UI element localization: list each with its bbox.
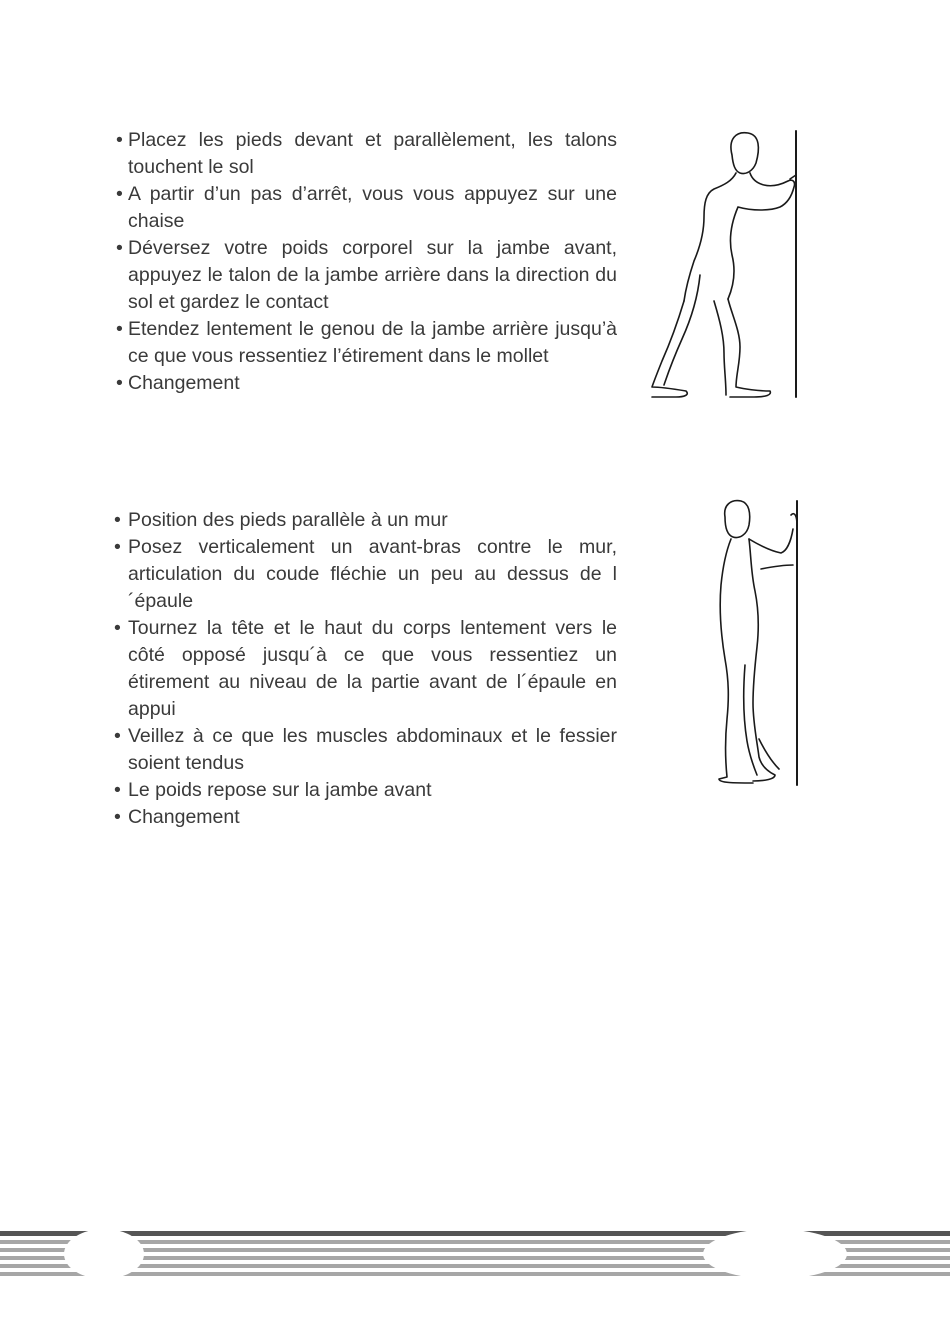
bullet-icon: • <box>114 536 121 558</box>
list-item: • Le poids repose sur la jambe avant <box>112 777 617 804</box>
footer-stripe-band <box>0 1228 950 1280</box>
bullet-icon: • <box>116 237 123 259</box>
list-item: • Placez les pieds devant et parallèlement, les talons touchent le sol <box>116 129 617 178</box>
list-item: • Changement <box>112 804 617 831</box>
bullet-icon: • <box>116 129 123 151</box>
list-item: • A partir d’un pas d’arrêt, vous vous appuyez sur une chaise <box>116 183 617 232</box>
bullet-icon: • <box>116 318 123 340</box>
list-item: • Changement <box>112 370 617 397</box>
bullet-icon: • <box>114 509 121 531</box>
bullet-icon: • <box>114 806 121 828</box>
list-item: • Veillez à ce que les muscles abdominaux et le fessier soient tendus <box>114 725 617 774</box>
bullet-icon: • <box>114 725 121 747</box>
calf-stretch-instructions <box>112 127 617 397</box>
shoulder-stretch-instructions <box>112 507 617 831</box>
bullet-icon: • <box>116 183 123 205</box>
bullet-icon: • <box>116 372 123 394</box>
bullet-icon: • <box>114 617 121 639</box>
list-item: • Etendez lentement le genou de la jambe arrière jusqu’à ce que vous ressentiez l’étirement dans le mollet <box>116 318 617 367</box>
list-item: • Position des pieds parallèle à un mur <box>112 507 617 534</box>
calf-stretch-figure-icon <box>640 125 810 405</box>
list-item: • Déversez votre poids corporel sur la jambe avant, appuyez le talon de la jambe arrière dans la direction du sol et gardez le contact <box>116 237 617 313</box>
list-item: • Posez verticalement un avant-bras contre le mur, articulation du coude fléchie un peu au dessus de l´épaule <box>114 536 617 612</box>
list-item: • Tournez la tête et le haut du corps lentement vers le côté opposé jusqu´à ce que vous ressentiez un étirement au niveau de la partie avant de l´épaule en appui <box>114 617 617 720</box>
bullet-icon: • <box>114 779 121 801</box>
instruction-list <box>112 127 617 397</box>
instruction-list <box>112 507 617 831</box>
shoulder-stretch-figure-icon <box>705 495 815 790</box>
